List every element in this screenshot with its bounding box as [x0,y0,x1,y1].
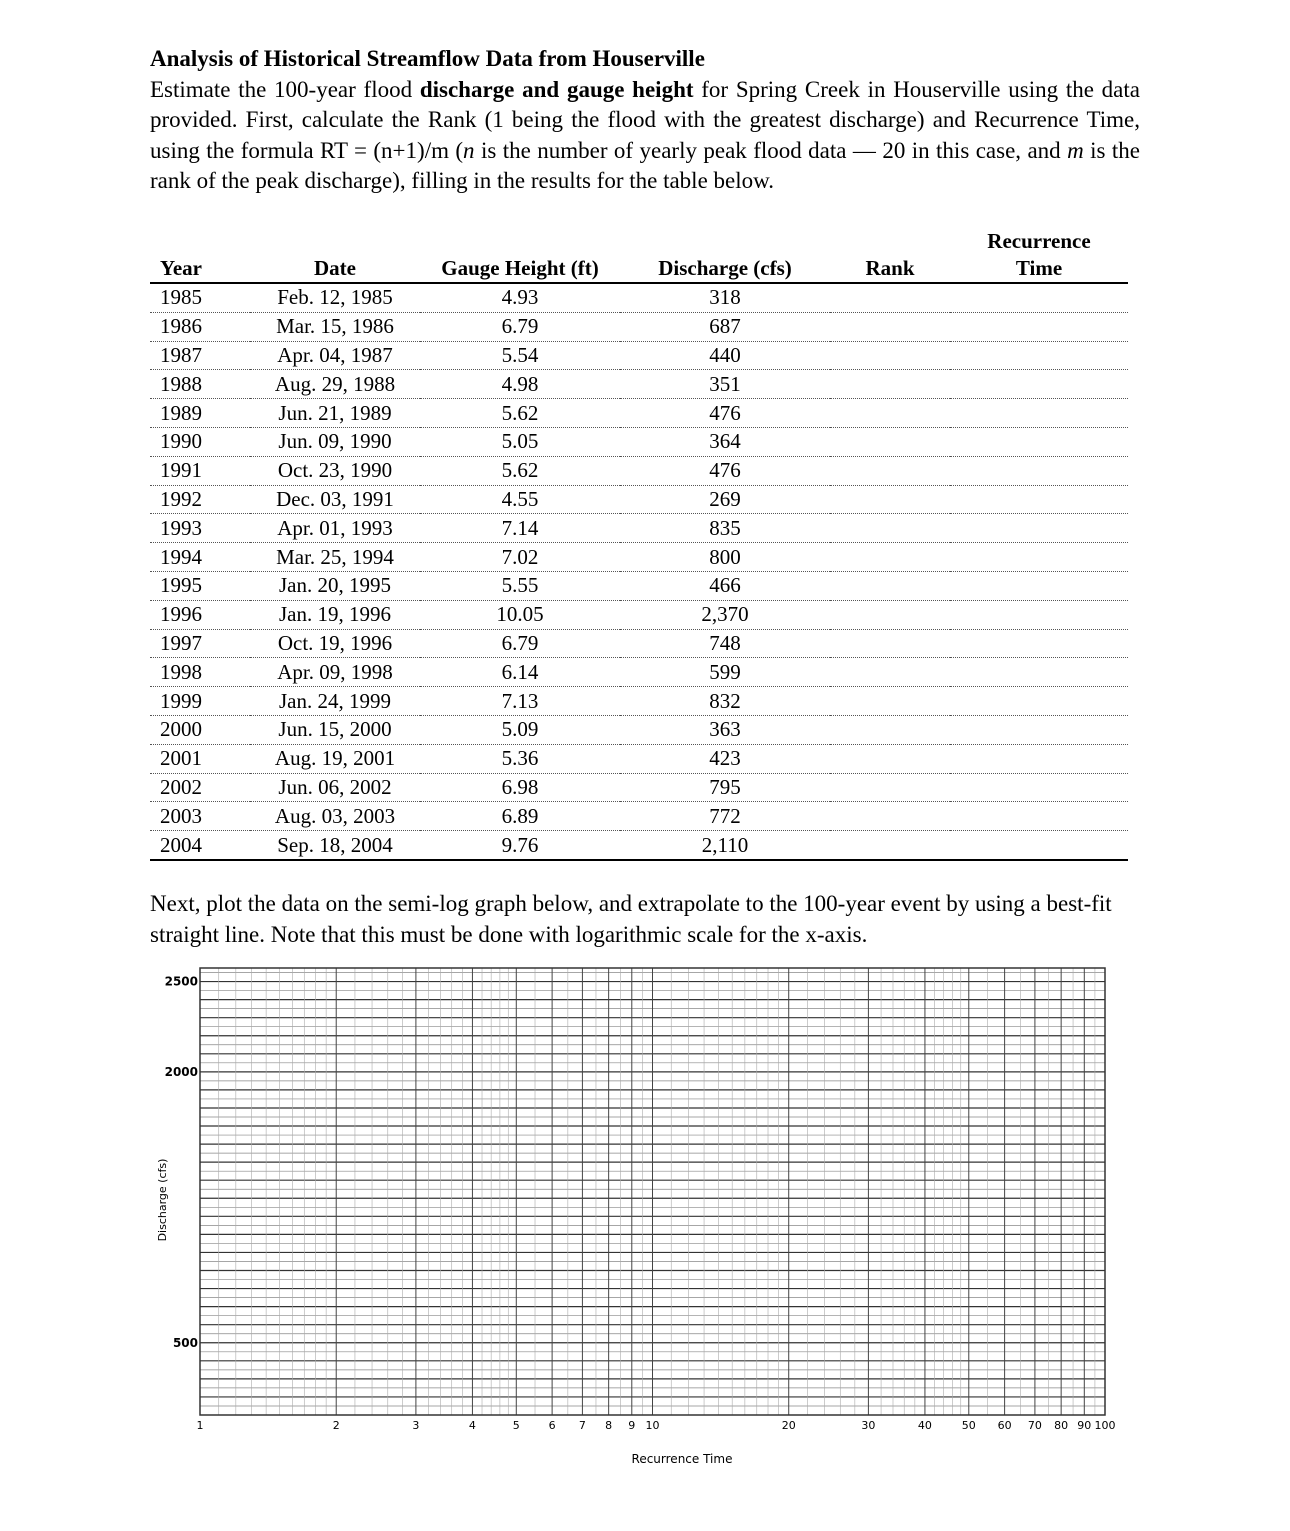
cell-date: Feb. 12, 1985 [250,283,420,312]
header-date: Date [250,228,420,283]
cell-gauge-height: 5.62 [420,399,620,428]
x-tick-label: 3 [412,1419,420,1432]
cell-date: Jan. 19, 1996 [250,600,420,629]
cell-year: 1990 [150,427,250,456]
cell-date: Aug. 03, 2003 [250,802,420,831]
cell-date: Aug. 29, 1988 [250,370,420,399]
cell-gauge-height: 4.55 [420,485,620,514]
cell-discharge: 795 [620,773,830,802]
cell-date: Mar. 15, 1986 [250,312,420,341]
cell-gauge-height: 6.89 [420,802,620,831]
cell-date: Dec. 03, 1991 [250,485,420,514]
cell-discharge: 2,110 [620,831,830,860]
variable-n: n [463,137,475,163]
cell-discharge: 364 [620,427,830,456]
header-discharge: Discharge (cfs) [620,228,830,283]
cell-discharge: 423 [620,744,830,773]
cell-date: Mar. 25, 1994 [250,543,420,572]
cell-date: Jan. 20, 1995 [250,571,420,600]
cell-date: Apr. 04, 1987 [250,341,420,370]
cell-date: Jun. 15, 2000 [250,715,420,744]
cell-year: 1998 [150,658,250,687]
cell-year: 1992 [150,485,250,514]
cell-discharge: 351 [620,370,830,399]
cell-date: Sep. 18, 2004 [250,831,420,860]
x-tick-label: 10 [645,1419,660,1432]
cell-year: 1994 [150,543,250,572]
cell-year: 1995 [150,571,250,600]
x-tick-label: 7 [578,1419,586,1432]
cell-gauge-height: 5.54 [420,341,620,370]
x-tick-label: 5 [512,1419,520,1432]
page-title: Analysis of Historical Streamflow Data from Houserville [150,46,705,71]
instruction-bold: discharge and gauge height [419,76,694,102]
cell-date: Oct. 23, 1990 [250,456,420,485]
header-gauge-height: Gauge Height (ft) [420,228,620,283]
x-tick-label: 6 [548,1419,556,1432]
x-tick-label: 30 [861,1419,876,1432]
cell-gauge-height: 7.02 [420,543,620,572]
cell-gauge-height: 6.14 [420,658,620,687]
cell-gauge-height: 5.62 [420,456,620,485]
cell-discharge: 835 [620,514,830,543]
cell-date: Jun. 21, 1989 [250,399,420,428]
cell-year: 1987 [150,341,250,370]
x-tick-label: 2 [332,1419,340,1432]
cell-discharge: 476 [620,399,830,428]
y-tick-label: 2500 [164,974,198,989]
y-tick-label: 500 [172,1335,198,1350]
cell-discharge: 476 [620,456,830,485]
cell-gauge-height: 5.36 [420,744,620,773]
cell-gauge-height: 6.79 [420,312,620,341]
instruction-text: is the rank of the peak discharge), filling in the results for the table below. [150,137,1140,193]
cell-gauge-height: 6.98 [420,773,620,802]
x-tick-label: 60 [997,1419,1012,1432]
cell-discharge: 269 [620,485,830,514]
x-tick-label: 100 [1094,1419,1116,1432]
cell-discharge: 748 [620,629,830,658]
x-tick-label: 40 [917,1419,932,1432]
header-recurrence-time: Recurrence Time [950,228,1128,283]
cell-year: 1989 [150,399,250,428]
variable-m: m [1067,137,1084,163]
plot-instructions: Next, plot the data on the semi-log graph below, and extrapolate to the 100-year event by using a best-fit straight line. Note that this must be done with logarithmic scale for the x-axis. [150,891,1112,947]
x-tick-label: 80 [1054,1419,1069,1432]
cell-date: Aug. 19, 2001 [250,744,420,773]
instruction-text: Estimate the 100-year flood [150,76,420,102]
cell-date: Jan. 24, 1999 [250,687,420,716]
cell-gauge-height: 7.13 [420,687,620,716]
x-tick-label: 9 [628,1419,636,1432]
cell-date: Apr. 09, 1998 [250,658,420,687]
x-tick-label: 4 [468,1419,476,1432]
cell-gauge-height: 10.05 [420,600,620,629]
cell-gauge-height: 4.93 [420,283,620,312]
cell-year: 1988 [150,370,250,399]
instruction-text: is the number of yearly peak flood data — 20 in this case, and [474,137,1068,163]
cell-discharge: 363 [620,715,830,744]
cell-discharge: 2,370 [620,600,830,629]
cell-discharge: 440 [620,341,830,370]
cell-gauge-height: 5.09 [420,715,620,744]
x-tick-label: 20 [781,1419,796,1432]
cell-gauge-height: 9.76 [420,831,620,860]
x-tick-label: 1 [196,1419,204,1432]
x-axis-label: Recurrence Time [631,1452,733,1466]
cell-date: Oct. 19, 1996 [250,629,420,658]
x-tick-label: 50 [961,1419,976,1432]
cell-discharge: 772 [620,802,830,831]
cell-date: Apr. 01, 1993 [250,514,420,543]
cell-year: 2003 [150,802,250,831]
header-rank: Rank [830,228,950,283]
x-tick-label: 8 [605,1419,613,1432]
cell-gauge-height: 6.79 [420,629,620,658]
header-year: Year [150,228,250,283]
cell-year: 2001 [150,744,250,773]
cell-year: 2004 [150,831,250,860]
cell-year: 1986 [150,312,250,341]
cell-year: 1996 [150,600,250,629]
cell-gauge-height: 5.55 [420,571,620,600]
cell-discharge: 687 [620,312,830,341]
cell-year: 1991 [150,456,250,485]
x-tick-label: 90 [1077,1419,1092,1432]
cell-discharge: 800 [620,543,830,572]
y-axis-label: Discharge (cfs) [156,1158,169,1242]
cell-year: 1997 [150,629,250,658]
cell-year: 2002 [150,773,250,802]
cell-date: Jun. 06, 2002 [250,773,420,802]
x-tick-label: 70 [1027,1419,1042,1432]
cell-gauge-height: 4.98 [420,370,620,399]
cell-year: 1993 [150,514,250,543]
y-tick-label: 2000 [164,1064,198,1079]
cell-discharge: 318 [620,283,830,312]
instruction-text: for Spring Creek in Houserville using the data provided. First, calculate the Rank (1 being the flood with the greatest discharge) and Recurrence Time, using the formula RT = (n+1)/m ( [150,76,1140,163]
cell-discharge: 466 [620,571,830,600]
cell-gauge-height: 7.14 [420,514,620,543]
cell-discharge: 599 [620,658,830,687]
cell-year: 2000 [150,715,250,744]
cell-date: Jun. 09, 1990 [250,427,420,456]
cell-year: 1999 [150,687,250,716]
cell-gauge-height: 5.05 [420,427,620,456]
cell-year: 1985 [150,283,250,312]
cell-discharge: 832 [620,687,830,716]
